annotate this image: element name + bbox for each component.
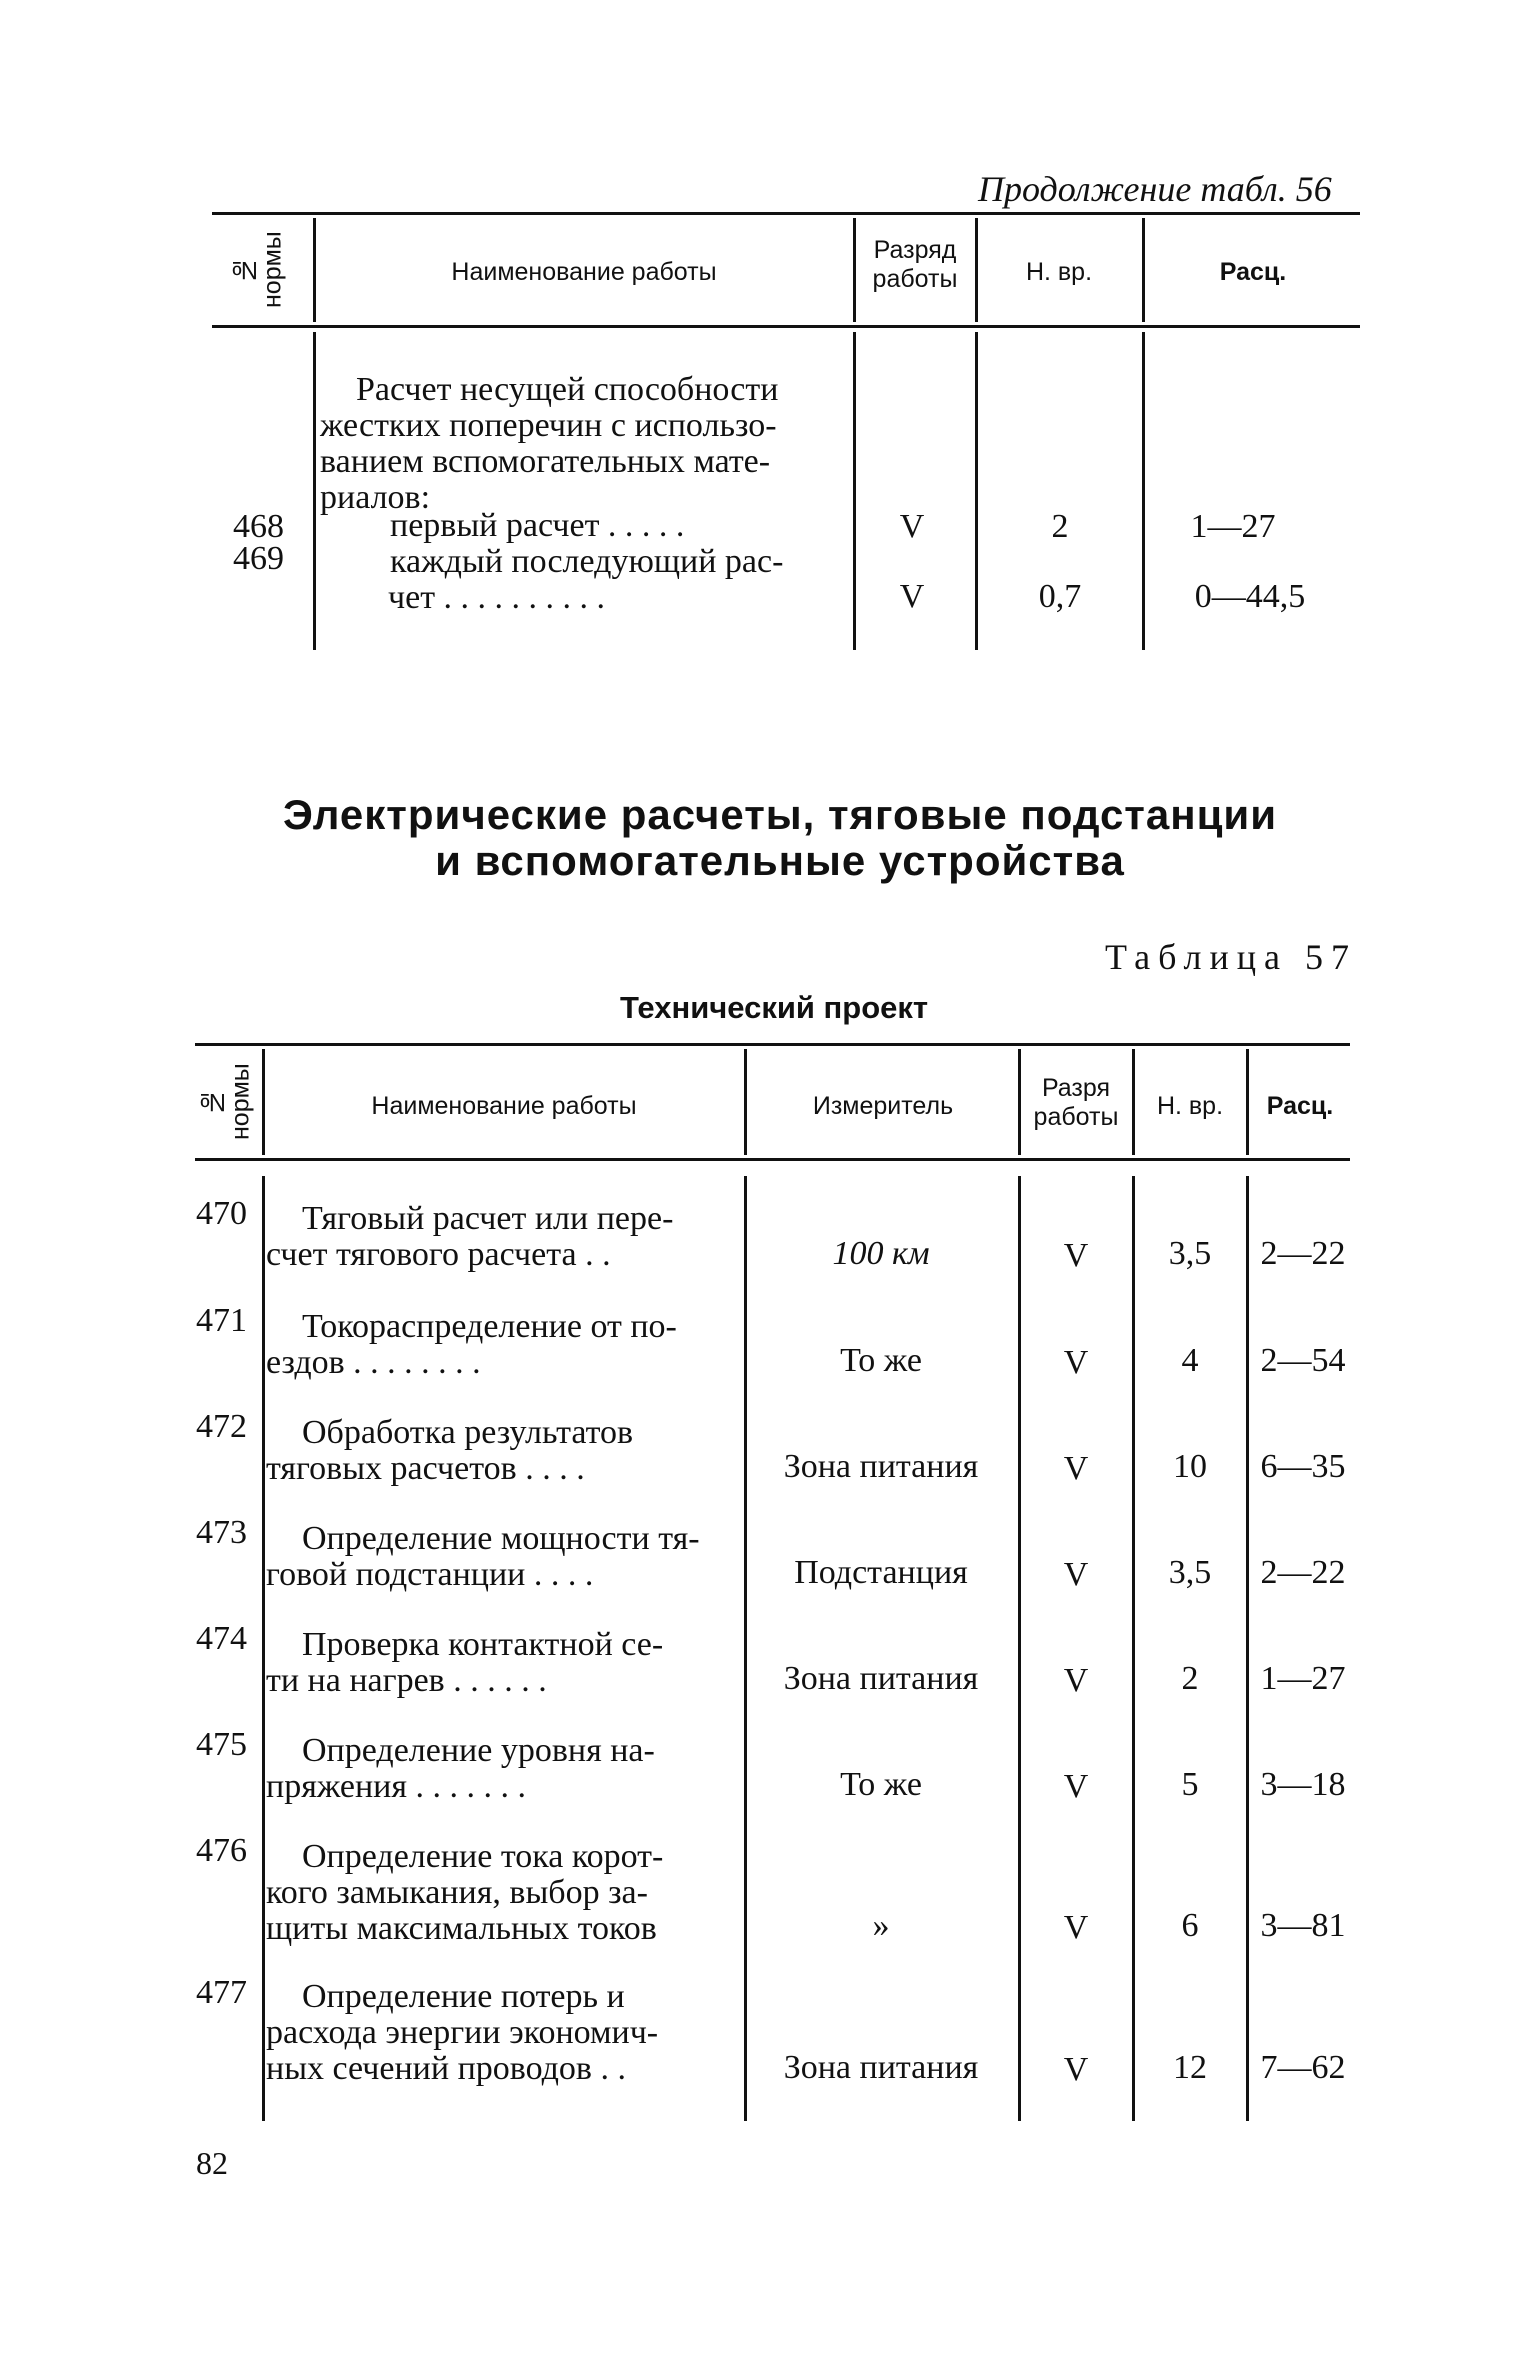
row-time-norm: 3,5 xyxy=(1168,1235,1212,1272)
row-work-line: Тяговый расчет или пере- xyxy=(302,1200,674,1237)
row-grade: V xyxy=(1063,1556,1089,1593)
row-work-name xyxy=(266,1627,740,1699)
row-work-line: ездов . . . . . . . . xyxy=(266,1344,481,1381)
row-work-line: пряжения . . . . . . . xyxy=(266,1768,526,1805)
row-rate: 1—27 xyxy=(1190,508,1276,545)
row-rate: 0—44,5 xyxy=(1194,578,1306,615)
row-time-norm: 6 xyxy=(1181,1907,1199,1944)
row-unit: Зона питания xyxy=(783,2049,979,2086)
row-rate: 6—35 xyxy=(1260,1448,1346,1485)
row-work-name xyxy=(266,1201,740,1273)
row-unit: То же xyxy=(840,1766,922,1803)
row-work-line: ных сечений проводов . . xyxy=(266,2050,626,2087)
row-grade: V xyxy=(1063,2051,1089,2088)
row-number: 475 xyxy=(196,1726,247,1763)
section-title xyxy=(200,792,1360,884)
row-time-norm: 3,5 xyxy=(1168,1554,1212,1591)
header-rate: Расц. xyxy=(1266,1092,1334,1120)
header-unit: Измеритель xyxy=(812,1092,954,1120)
row-unit: 100 км xyxy=(832,1235,930,1272)
row-work-name xyxy=(266,1733,740,1805)
row-work-line: Обработка результатов xyxy=(302,1414,634,1451)
row-unit: То же xyxy=(840,1342,922,1379)
row-time-norm: 5 xyxy=(1181,1766,1199,1803)
row-rate: 3—18 xyxy=(1260,1766,1346,1803)
row-rate: 7—62 xyxy=(1260,2049,1346,2086)
row-work-line: кого замыкания, выбор за- xyxy=(266,1874,648,1911)
row-work-name xyxy=(266,1839,740,1947)
row-work-line: чет . . . . . . . . . . xyxy=(388,579,606,616)
row-work-line: щиты максимальных токов xyxy=(266,1910,657,1947)
row-work-line: ти на нагрев . . . . . . xyxy=(266,1662,547,1699)
page-number: 82 xyxy=(196,2145,228,2181)
row-work-name xyxy=(266,1521,740,1593)
row-grade: V xyxy=(899,578,925,615)
row-unit: Зона питания xyxy=(783,1660,979,1697)
row-number: 473 xyxy=(196,1514,247,1551)
row-unit: » xyxy=(872,1907,890,1944)
row-rate: 3—81 xyxy=(1260,1907,1346,1944)
row-work-line: каждый последующий рас- xyxy=(390,543,784,580)
row-grade: V xyxy=(1063,1909,1089,1946)
row-time-norm: 4 xyxy=(1181,1342,1199,1379)
row-rate: 1—27 xyxy=(1260,1660,1346,1697)
row-time-norm: 2 xyxy=(1051,508,1069,545)
header-grade: Разря работы xyxy=(1033,1074,1119,1131)
row-number: 476 xyxy=(196,1832,247,1869)
header-time-norm: Н. вр. xyxy=(1156,1092,1224,1120)
header-norm-number: № нормы xyxy=(231,231,287,309)
intro-line: ванием вспомогательных мате- xyxy=(320,443,771,480)
row-work-line: Проверка контактной се- xyxy=(302,1626,664,1663)
row-work-line: счет тягового расчета . . xyxy=(266,1236,611,1273)
row-number: 468 xyxy=(233,508,284,545)
row-grade: V xyxy=(1063,1450,1089,1487)
table-subtitle: Технический проект xyxy=(620,990,929,1025)
row-grade: V xyxy=(1063,1237,1089,1274)
header-work-name: Наименование работы xyxy=(451,258,717,286)
row-work-line: тяговых расчетов . . . . xyxy=(266,1450,585,1487)
intro-line: Расчет несущей способности xyxy=(356,371,779,408)
row-number: 469 xyxy=(233,540,284,577)
row-work-name xyxy=(266,1415,740,1487)
intro-line: жестких поперечин с использо- xyxy=(320,407,777,444)
row-work-name: первый расчет . . . . . xyxy=(390,507,685,544)
row-work-line: говой подстанции . . . . xyxy=(266,1556,594,1593)
row-work-name xyxy=(266,1309,740,1381)
row-work-line: Определение уровня на- xyxy=(302,1732,655,1769)
header-work-name: Наименование работы xyxy=(371,1092,637,1120)
row-unit: Подстанция xyxy=(794,1554,968,1591)
table56-intro xyxy=(320,372,850,516)
row-number: 477 xyxy=(196,1974,247,2011)
row-grade: V xyxy=(1063,1344,1089,1381)
section-title-line: Электрические расчеты, тяговые подстанции xyxy=(282,791,1278,838)
row-rate: 2—22 xyxy=(1260,1554,1346,1591)
table-label: Таблица 57 xyxy=(1105,937,1357,977)
row-grade: V xyxy=(1063,1662,1089,1699)
row-unit: Зона питания xyxy=(783,1448,979,1485)
header-time-norm: Н. вр. xyxy=(1025,258,1093,286)
row-time-norm: 0,7 xyxy=(1038,578,1082,615)
intro-line: риалов: xyxy=(320,479,431,516)
row-number: 470 xyxy=(196,1195,247,1232)
row-time-norm: 12 xyxy=(1173,2049,1207,2086)
row-number: 474 xyxy=(196,1620,247,1657)
row-grade: V xyxy=(1063,1768,1089,1805)
row-number: 472 xyxy=(196,1408,247,1445)
header-grade: Разряд работы xyxy=(872,236,958,293)
row-work-line: Определение мощности тя- xyxy=(302,1520,700,1557)
row-rate: 2—54 xyxy=(1260,1342,1346,1379)
section-title-line: и вспомогательные устройства xyxy=(435,837,1125,884)
row-work-line: расхода энергии экономич- xyxy=(266,2014,659,2051)
row-work-name xyxy=(266,1979,740,2087)
row-work-line: Определение тока корот- xyxy=(302,1838,664,1875)
header-rate: Расц. xyxy=(1219,258,1287,286)
row-rate: 2—22 xyxy=(1260,1235,1346,1272)
row-time-norm: 2 xyxy=(1181,1660,1199,1697)
header-norm-number: № нормы xyxy=(199,1063,255,1141)
row-time-norm: 10 xyxy=(1173,1448,1207,1485)
row-number: 471 xyxy=(196,1302,247,1339)
row-work-line: Токораспределение от по- xyxy=(302,1308,677,1345)
continuation-label: Продолжение табл. 56 xyxy=(978,169,1332,209)
row-work-name xyxy=(390,544,850,616)
row-grade: V xyxy=(899,508,925,545)
row-work-line: Определение потерь и xyxy=(302,1978,625,2015)
